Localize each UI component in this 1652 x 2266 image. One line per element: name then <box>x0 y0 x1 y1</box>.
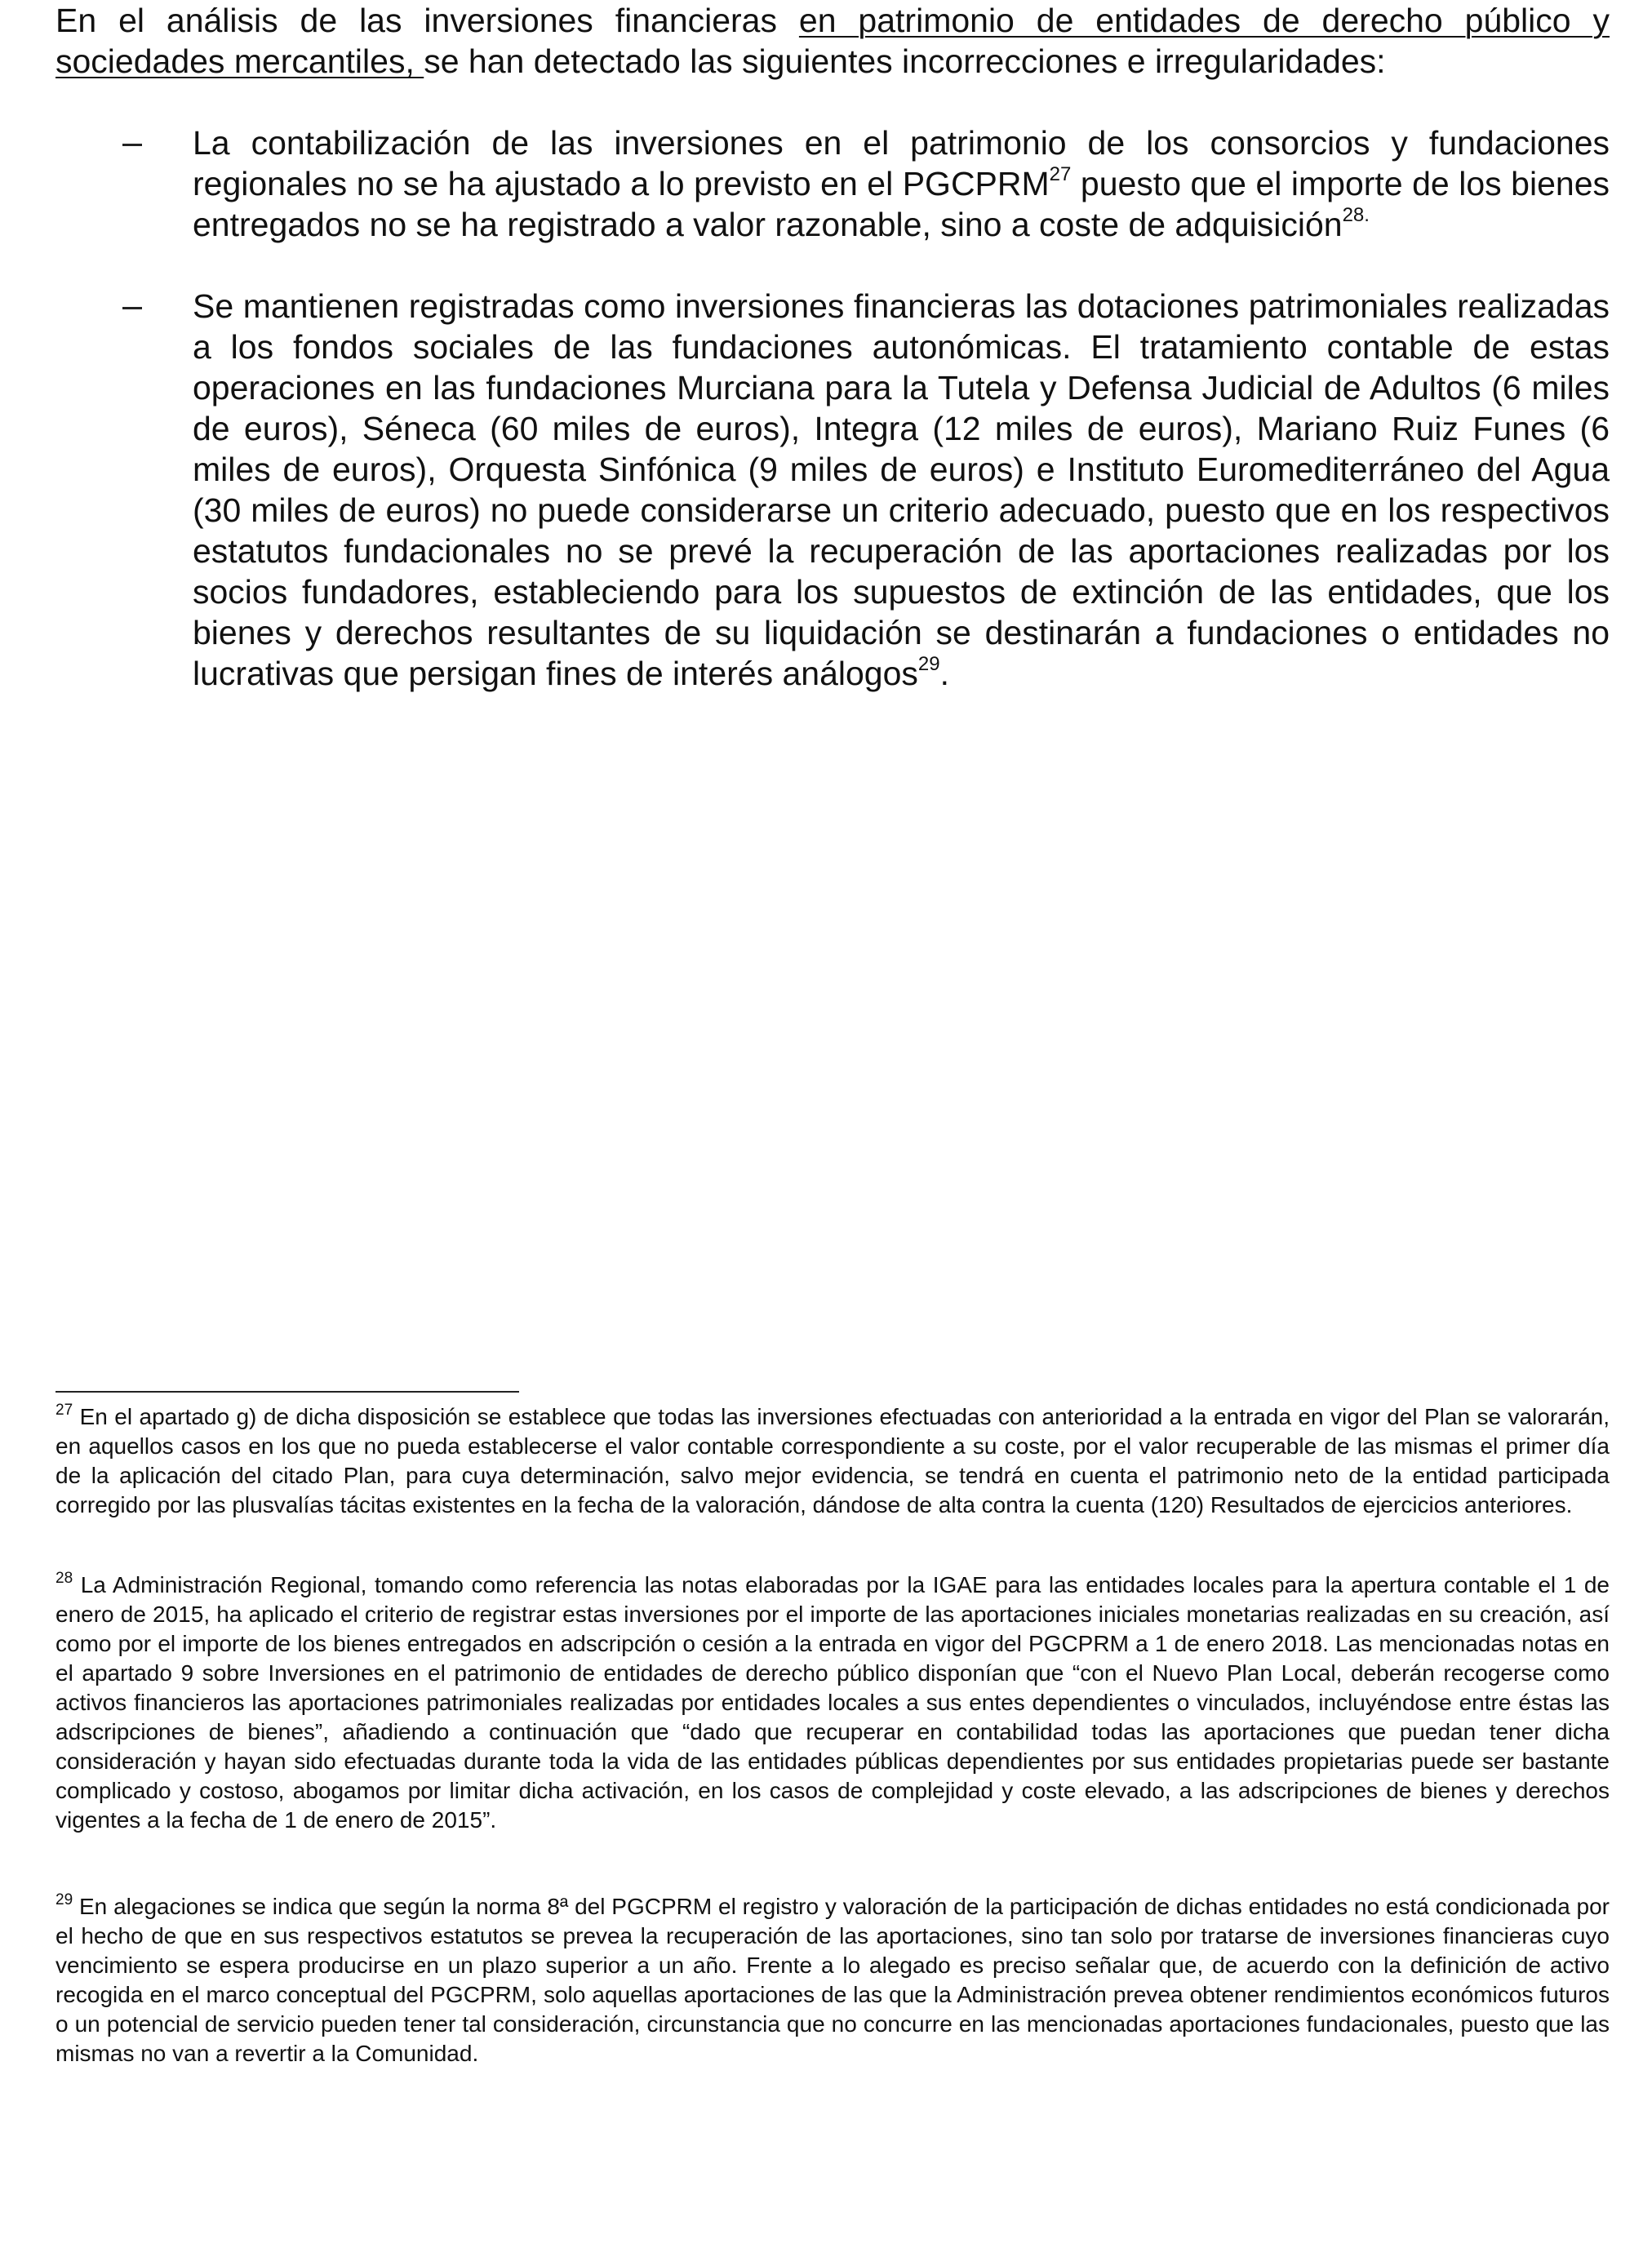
footnote-number: 28 <box>56 1570 73 1587</box>
footnote-ref-28[interactable]: 28. <box>1342 204 1370 226</box>
bullet-text: . <box>939 655 949 692</box>
footnote-ref-29[interactable]: 29 <box>917 653 940 675</box>
intro-text-end: se han detectado las siguientes incorrecciones e irregularidades: <box>424 42 1386 80</box>
footnote-ref-27[interactable]: 27 <box>1049 163 1072 185</box>
bullet-item-fundaciones <box>193 286 1610 694</box>
footnote-number: 29 <box>56 1891 73 1908</box>
intro-text-start: En el análisis de las inversiones financieras <box>56 2 799 39</box>
intro-paragraph <box>56 0 1610 82</box>
bullet-text: La contabilización de las inversiones en el patrimonio de los consorcios y fundaciones regionales no se ha ajustado a lo previsto en el PGCPRM <box>193 124 1610 202</box>
footnote-29 <box>56 1892 1610 2068</box>
intro-underlined-text: en patrimonio de entidades de derecho público y sociedades mercantiles, <box>56 2 1610 80</box>
bullet-text: Se mantienen registradas como inversiones financieras las dotaciones patrimoniales realizadas a los fondos sociales de las fundaciones autonómicas. El tratamiento contable de estas operaciones en las fundaciones Murciana para la Tutela y Defensa Judicial de Adultos (6 miles de euros), Séneca (60 miles de euros), Integra (12 miles de euros), Mariano Ruiz Funes (6 miles de euros), Orquesta Sinfónica (9 miles de euros) e Instituto Euromediterráneo del Agua (30 miles de euros) no puede considerarse un criterio adecuado, puesto que en los respectivos estatutos fundacionales no se prevé la recuperación de las aportaciones realizadas por los socios fundadores, estableciendo para los supuestos de extinción de las entidades, que los bienes y derechos resultantes de su liquidación se destinarán a fundaciones o entidades no lucrativas que persigan fines de interés análogos <box>193 287 1610 692</box>
bullet-dash-icon <box>122 307 142 309</box>
footnote-27 <box>56 1402 1610 1520</box>
bullet-item-consorcios <box>193 122 1610 245</box>
bullet-text: puesto que el importe de los bienes entregados no se ha registrado a valor razonable, sino a coste de adquisición <box>193 165 1610 243</box>
footnote-number: 27 <box>56 1402 73 1419</box>
footnote-separator <box>56 1391 519 1393</box>
bullet-dash-icon <box>122 144 142 146</box>
footnote-text: La Administración Regional, tomando como referencia las notas elaboradas por la IGAE para las entidades locales para la apertura contable el 1 de enero de 2015, ha aplicado el criterio de registrar estas inversiones por el importe de las aportaciones iniciales monetarias realizadas en su creación, así como por el importe de los bienes entregados en adscripción o cesión a la entrada en vigor del PGCPRM a 1 de enero 2018. Las mencionadas notas en el apartado 9 sobre Inversiones en el patrimonio de entidades de derecho público disponían que “con el Nuevo Plan Local, deberán recogerse como activos financieros las aportaciones patrimoniales realizadas por entidades locales a sus entes dependientes o vinculados, incluyéndose entre éstas las adscripciones de bienes”, añadiendo a continuación que “dado que recuperar en contabilidad todas las aportaciones que puedan tener dicha consideración y hayan sido efectuadas durante toda la vida de las entidades públicas dependientes por sus entidades propietarias puede ser bastante complicado y costoso, abogamos por limitar dicha activación, en los casos de complejidad y coste elevado, a las adscripciones de bienes y derechos vigentes a la fecha de 1 de enero de 2015”. <box>56 1572 1610 1833</box>
footnote-text: En alegaciones se indica que según la norma 8ª del PGCPRM el registro y valoración de la participación de dichas entidades no está condicionada por el hecho de que en sus respectivos estatutos se prevea la recuperación de las aportaciones, sino tan solo por tratarse de inversiones financieras cuyo vencimiento se espera producirse en un plazo superior a un año. Frente a lo alegado es preciso señalar que, de acuerdo con la definición de activo recogida en el marco conceptual del PGCPRM, solo aquellas aportaciones de las que la Administración prevea obtener rendimientos económicos futuros o un potencial de servicio pueden tener tal consideración, circunstancia que no concurre en las mencionadas aportaciones fundacionales, puesto que las mismas no van a revertir a la Comunidad. <box>56 1894 1610 2066</box>
footnote-text: En el apartado g) de dicha disposición se establece que todas las inversiones efectuadas con anterioridad a la entrada en vigor del Plan se valorarán, en aquellos casos en los que no pueda establecerse el valor contable correspondiente a su coste, por el valor recuperable de las mismas el primer día de la aplicación del citado Plan, para cuya determinación, salvo mejor evidencia, se tendrá en cuenta el patrimonio neto de la entidad participada corregido por las plusvalías tácitas existentes en la fecha de la valoración, dándose de alta contra la cuenta (120) Resultados de ejercicios anteriores. <box>56 1404 1610 1517</box>
footnote-28 <box>56 1571 1610 1835</box>
